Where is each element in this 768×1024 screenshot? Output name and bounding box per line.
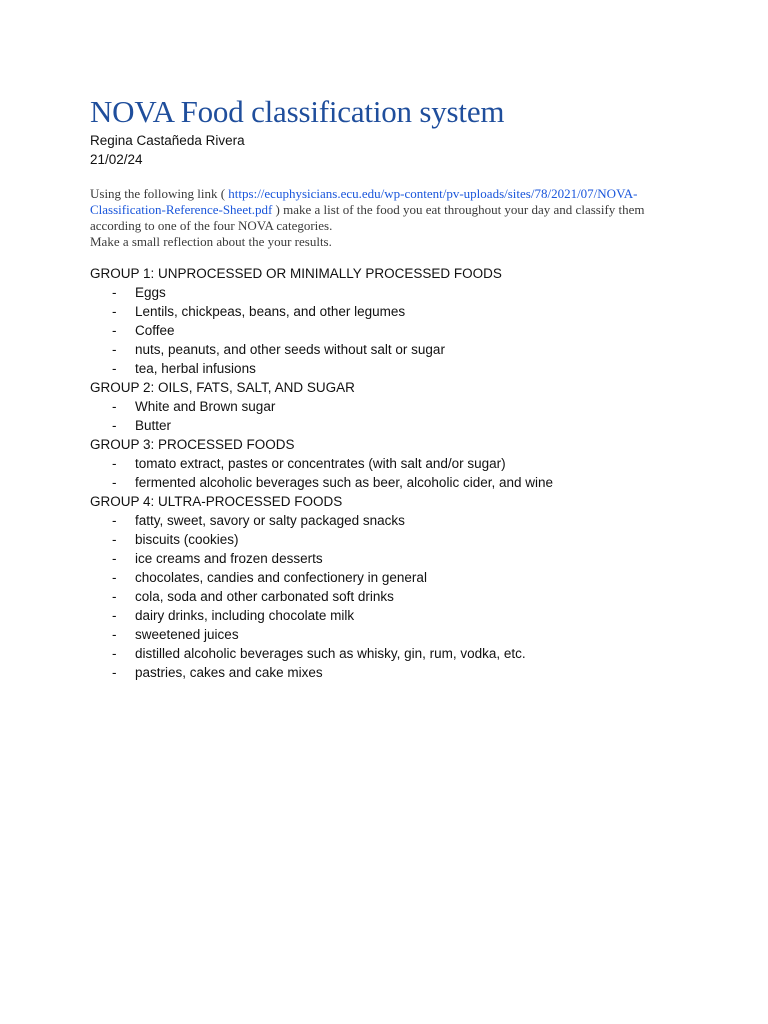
- list-item-text: dairy drinks, including chocolate milk: [135, 608, 355, 623]
- bullet-dash: -: [112, 646, 117, 661]
- bullet-dash: -: [112, 532, 117, 547]
- bullet-dash: -: [112, 399, 117, 414]
- list-item: [90, 454, 690, 473]
- reflection-instruction: Make a small reflection about the your results.: [90, 234, 332, 249]
- bullet-dash: -: [112, 627, 117, 642]
- list-item: [90, 340, 690, 359]
- group-heading: GROUP 1: UNPROCESSED OR MINIMALLY PROCESSED FOODS: [90, 266, 502, 281]
- list-item-text: White and Brown sugar: [135, 399, 276, 414]
- nova-groups-list: [90, 264, 690, 682]
- list-item: [90, 625, 690, 644]
- list-item-text: pastries, cakes and cake mixes: [135, 665, 323, 680]
- list-item: [90, 473, 690, 492]
- list-item-text: cola, soda and other carbonated soft drinks: [135, 589, 394, 604]
- bullet-dash: -: [112, 456, 117, 471]
- list-item: [90, 302, 690, 321]
- bullet-dash: -: [112, 418, 117, 433]
- bullet-dash: -: [112, 475, 117, 490]
- list-item-text: nuts, peanuts, and other seeds without salt or sugar: [135, 342, 445, 357]
- list-item-text: Butter: [135, 418, 172, 433]
- list-item-text: chocolates, candies and confectionery in general: [135, 570, 427, 585]
- list-item-text: tomato extract, pastes or concentrates (with salt and/or sugar): [135, 456, 506, 471]
- instructions-paragraph: [90, 186, 680, 250]
- list-item: [90, 511, 690, 530]
- bullet-dash: -: [112, 608, 117, 623]
- list-item-text: tea, herbal infusions: [135, 361, 256, 376]
- bullet-dash: -: [112, 513, 117, 528]
- list-item-text: fermented alcoholic beverages such as beer, alcoholic cider, and wine: [135, 475, 553, 490]
- bullet-dash: -: [112, 551, 117, 566]
- list-item: [90, 549, 690, 568]
- list-item-text: ice creams and frozen desserts: [135, 551, 323, 566]
- list-item-text: Coffee: [135, 323, 175, 338]
- group-heading: GROUP 3: PROCESSED FOODS: [90, 437, 295, 452]
- list-item-text: fatty, sweet, savory or salty packaged snacks: [135, 513, 405, 528]
- document-title: NOVA Food classification system: [90, 94, 505, 129]
- group-item-list: [90, 283, 690, 378]
- group-item-list: [90, 511, 690, 682]
- bullet-dash: -: [112, 342, 117, 357]
- bullet-dash: -: [112, 323, 117, 338]
- group-heading: GROUP 2: OILS, FATS, SALT, AND SUGAR: [90, 380, 355, 395]
- group-heading: GROUP 4: ULTRA-PROCESSED FOODS: [90, 494, 343, 509]
- list-item: [90, 321, 690, 340]
- instructions-after-link: ) make a list of the food you eat throughout your day and classify them according to one of the four NOVA categories.: [90, 202, 645, 233]
- bullet-dash: -: [112, 285, 117, 300]
- list-item: [90, 644, 690, 663]
- list-item: [90, 530, 690, 549]
- list-item-text: Eggs: [135, 285, 166, 300]
- list-item-text: Lentils, chickpeas, beans, and other legumes: [135, 304, 406, 319]
- bullet-dash: -: [112, 304, 117, 319]
- bullet-dash: -: [112, 361, 117, 376]
- group-item-list: [90, 454, 690, 492]
- author-name: Regina Castañeda Rivera: [90, 133, 245, 148]
- list-item: [90, 283, 690, 302]
- list-item: [90, 416, 690, 435]
- list-item: [90, 359, 690, 378]
- bullet-dash: -: [112, 589, 117, 604]
- instructions-before-link: Using the following link (: [90, 186, 229, 201]
- bullet-dash: -: [112, 665, 117, 680]
- document-date: 21/02/24: [90, 152, 143, 167]
- list-item: [90, 587, 690, 606]
- document-page: [90, 95, 690, 682]
- list-item-text: biscuits (cookies): [135, 532, 239, 547]
- list-item: [90, 568, 690, 587]
- bullet-dash: -: [112, 570, 117, 585]
- list-item-text: sweetened juices: [135, 627, 239, 642]
- list-item: [90, 663, 690, 682]
- list-item: [90, 606, 690, 625]
- reference-sheet-link[interactable]: https://ecuphysicians.ecu.edu/wp-content/pv-uploads/sites/78/2021/07/NOVA-Classification-Reference-Sheet.pdf: [90, 186, 638, 217]
- list-item: [90, 397, 690, 416]
- group-item-list: [90, 397, 690, 435]
- list-item-text: distilled alcoholic beverages such as whisky, gin, rum, vodka, etc.: [135, 646, 526, 661]
